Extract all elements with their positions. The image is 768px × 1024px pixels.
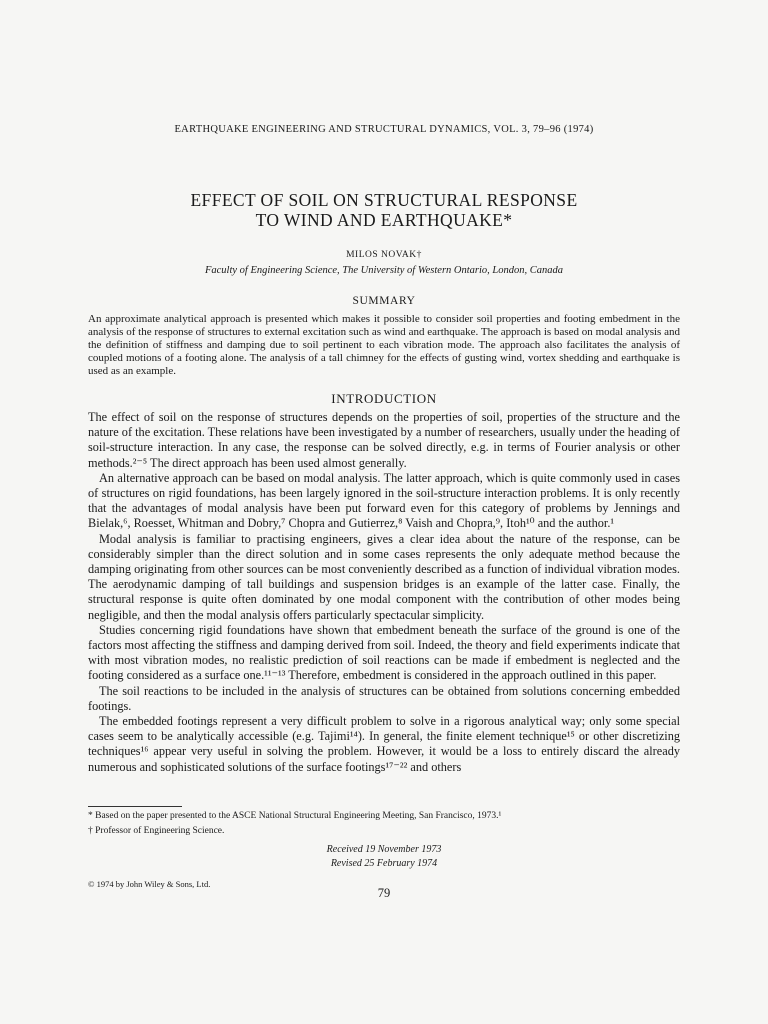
title-line-1: EFFECT OF SOIL ON STRUCTURAL RESPONSE (190, 190, 578, 210)
received-date: Received 19 November 1973 (326, 844, 442, 855)
title-line-2: TO WIND AND EARTHQUAKE* (255, 210, 513, 230)
footnote-divider (88, 806, 182, 807)
footnote-2: † Professor of Engineering Science. (88, 826, 225, 836)
paragraph: The effect of soil on the response of structures depends on the properties of soil, properties of the structure and the nature of the excitation. These relations have been investigated by a number of researchers, usually under the heading of soil-structure interaction. In any case, the response can be solved directly, e.g. in terms of Fourier analysis or other methods.²⁻⁵ The direct approach has been used almost generally. (88, 410, 680, 470)
revised-date: Revised 25 February 1974 (330, 858, 438, 869)
paper-title (0, 190, 768, 230)
paragraph: Studies concerning rigid foundations have shown that embedment beneath the surface of the ground is one of the factors most affecting the stiffness and damping derived from soil. Indeed, the theory and field experiments indicate that with most vibration modes, no realistic prediction of soil reactions can be made if embedment is neglected and the footing considered as a surface one.¹¹⁻¹³ Therefore, embedment is considered in the approach outlined in this paper. (88, 622, 681, 683)
page-number: 79 (377, 886, 391, 900)
copyright-notice: © 1974 by John Wiley & Sons, Ltd. (88, 879, 211, 889)
paragraph: Modal analysis is familiar to practising engineers, gives a clear idea about the nature of the response, can be considerably simpler than the direct solution and in some cases represents the only adequate method because the damping originating from other sources can be most conveniently described as a function of individual vibration modes. The aerodynamic damping of tall buildings and suspension bridges is an example of the latter case. Finally, the structural response is quite often dominated by one modal component with the contribution of other modes being negligible, and then the modal analysis offers particularly spectacular simplicity. (88, 531, 680, 622)
summary-text: An approximate analytical approach is presented which makes it possible to consider soil properties and footing embedment in the analysis of the response of structures to external excitation such as wind and earthquake. The approach is based on modal analysis and the definition of stiffness and damping due to soil pertinent to each vibration mode. The approach also facilitates the analysis of coupled motions of a footing alone. The analysis of a tall chimney for the effects of gusting wind, vortex shedding and earthquake is used as an example. (88, 313, 680, 377)
author-name: MILOS NOVAK† (346, 250, 422, 260)
paragraph: The embedded footings represent a very difficult problem to solve in a rigorous analytical way; only some special cases seem to be analytically accessible (e.g. Tajimi¹⁴). In general, the finite element technique¹⁵ or other discretizing techniques¹⁶ appear very useful in solving the problem. However, it would be a loss to entirely discard the already numerous and sophisticated solutions of the surface footings¹⁷⁻²² and others (88, 714, 680, 774)
footnote-1: * Based on the paper presented to the ASCE National Structural Engineering Meeting, San Francisco, 1973.¹ (88, 811, 502, 821)
received-dates (0, 843, 768, 871)
author-affiliation: Faculty of Engineering Science, The University of Western Ontario, London, Canada (204, 265, 564, 276)
introduction-heading: INTRODUCTION (331, 391, 437, 406)
paragraph: The soil reactions to be included in the analysis of structures can be obtained from solutions concerning embedded footings. (88, 683, 680, 713)
journal-header: EARTHQUAKE ENGINEERING AND STRUCTURAL DYNAMICS, VOL. 3, 79–96 (1974) (174, 124, 594, 135)
introduction-body (88, 410, 680, 775)
paragraph: An alternative approach can be based on modal analysis. The latter approach, which is quite commonly used in cases of structures on rigid foundations, has been largely ignored in the soil-structure interaction problems. It is only recently that the advantages of modal analysis have been put forward even for this category of problems by Jennings and Bielak,⁶, Roesset, Whitman and Dobry,⁷ Chopra and Gutierrez,⁸ Vaish and Chopra,⁹, Itoh¹⁰ and the author.¹ (88, 470, 680, 531)
summary-heading: SUMMARY (352, 295, 416, 307)
